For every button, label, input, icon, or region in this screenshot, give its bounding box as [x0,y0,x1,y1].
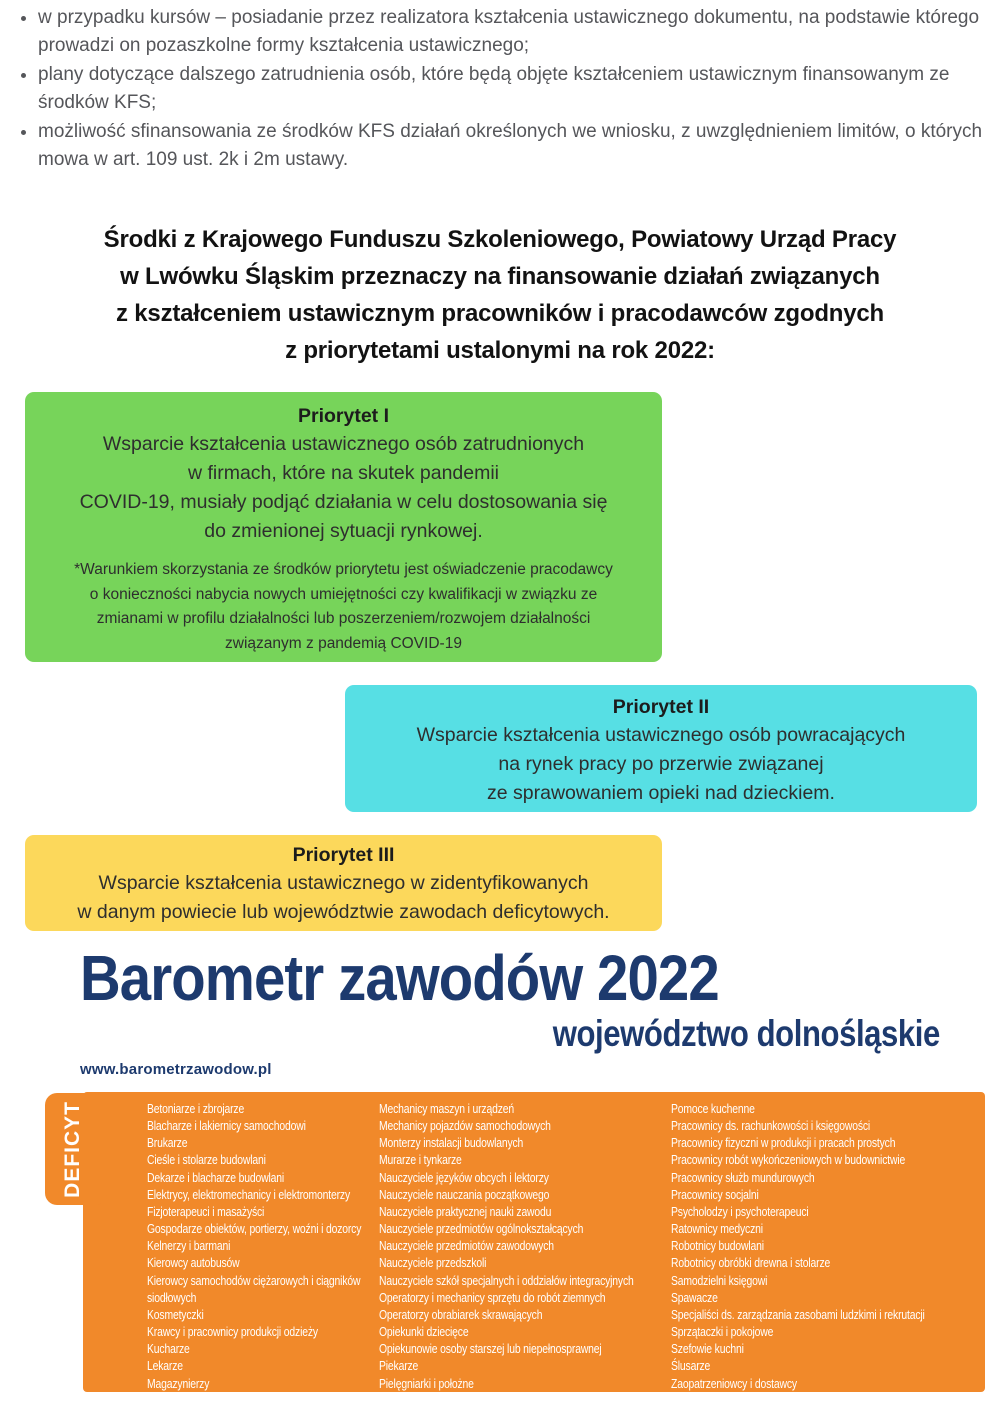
occupation-item: Robotnicy obróbki drewna i stolarze [671,1255,831,1271]
occupation-item: Sprzątaczki i pokojowe [671,1324,774,1340]
deficyt-column-1 [147,1100,379,1391]
priority-1-body [43,430,644,546]
main-heading [0,221,1000,369]
occupation-item: Mechanicy maszyn i urządzeń [379,1101,514,1116]
occupation-item: Krawcy i pracownicy produkcji odzieży [147,1324,318,1340]
occupation-item: Opiekunki dziecięce [379,1324,469,1340]
occupation-item: Blacharze i lakiernicy samochodowi [147,1118,306,1134]
occupation-item: Nauczyciele przedszkoli [379,1255,487,1271]
occupation-item: Fizjoterapeuci i masażyści [147,1203,265,1219]
occupation-item: Samodzielni księgowi [671,1272,768,1288]
occupation-item: Gospodarze obiektów, portierzy, woźni i dozorcy [147,1221,362,1237]
priority-1-footnote-line: *Warunkiem skorzystania ze środków priorytetu jest oświadczenie pracodawcy [74,561,613,578]
occupation-item: Piekarze [379,1358,419,1374]
occupation-item: Opiekunowie osoby starszej lub niepełnosprawnej [379,1341,602,1357]
heading-line: Środki z Krajowego Funduszu Szkoleniowego, Powiatowy Urząd Pracy [103,226,897,253]
occupation-item: Nauczyciele przedmiotów zawodowych [379,1238,554,1254]
occupation-item: Spawacze [671,1289,718,1305]
occupation-item: Kucharze [147,1341,190,1357]
occupation-item: Pracownicy socjalni [671,1186,759,1202]
deficyt-column-2 [379,1100,671,1391]
bullet-item: • plany dotyczące dalszego zatrudnienia osób, które będą objęte kształceniem ustawicznym finansowanym ze środków KFS; [38,61,996,117]
occupation-item: Dekarze i blacharze budowlani [147,1169,284,1185]
occupation-item: Specjaliści ds. zarządzania zasobami ludzkimi i rekrutacji [671,1306,925,1322]
priority-1-body-line: do zmienionej sytuacji rynkowej. [204,520,483,542]
occupation-item: Nauczyciele szkół specjalnych i oddziałów integracyjnych [379,1272,634,1288]
occupation-list-3 [671,1100,925,1392]
occupation-item: Nauczyciele nauczania początkowego [379,1186,550,1202]
occupation-item: Murarze i tynkarze [379,1152,462,1168]
occupation-item: Lekarze [147,1358,183,1374]
heading-line: z priorytetami ustalonymi na rok 2022: [285,337,715,364]
occupation-item: Robotnicy budowlani [671,1238,764,1254]
deficyt-tab [45,1093,107,1205]
occupation-item: Operatorzy obrabiarek skrawających [379,1306,543,1322]
occupation-list-2 [379,1100,634,1392]
barometr-website-link[interactable]: www.barometrzawodow.pl [80,1061,272,1078]
priority-1-title: Priorytet I [297,405,390,427]
occupation-item: Nauczyciele przedmiotów ogólnokształcących [379,1221,584,1237]
occupation-item: Szefowie kuchni [671,1341,744,1357]
occupation-item: Pielęgniarki i położne [379,1375,474,1391]
priority-2-box [345,685,977,812]
priority-2-body-line: Wsparcie kształcenia ustawicznego osób powracających [416,724,906,746]
occupation-item: Elektrycy, elektromechanicy i elektromonterzy [147,1186,350,1202]
occupation-item: Cieśle i stolarze budowlani [147,1152,266,1168]
deficyt-panel [83,1092,985,1392]
priority-3-body-line: Wsparcie kształcenia ustawicznego w zidentyfikowanych [98,872,589,894]
occupation-item: Nauczyciele praktycznej nauki zawodu [379,1203,552,1219]
occupation-item: Operatorzy i mechanicy sprzętu do robót ziemnych [379,1289,606,1305]
priority-3-body [41,869,646,927]
deficyt-column-3 [671,1100,988,1391]
priority-2-body-line: ze sprawowaniem opieki nad dzieckiem. [487,782,835,804]
priority-1-body-line: w firmach, które na skutek pandemii [187,462,500,484]
priority-1-footnote-line: związanym z pandemią COVID-19 [225,634,462,652]
occupation-item: Kelnerzy i barmani [147,1238,231,1254]
priority-2-body [361,721,961,808]
priority-1-body-line: Wsparcie kształcenia ustawicznego osób zatrudnionych [102,433,585,455]
priority-3-box [25,835,662,931]
occupation-item: Pracownicy służb mundurowych [671,1169,815,1185]
occupation-item: Betoniarze i zbrojarze [147,1101,245,1116]
occupation-list-1 [147,1100,362,1392]
occupation-item: Pracownicy fizyczni w produkcji i pracach prostych [671,1135,896,1151]
occupation-item: siodłowych [147,1289,197,1305]
occupation-item: Brukarze [147,1135,188,1151]
occupation-item: Mechanicy pojazdów samochodowych [379,1118,551,1134]
priority-3-title: Priorytet III [292,844,395,866]
occupation-item: Monterzy instalacji budowlanych [379,1135,524,1151]
priority-2-body-line: na rynek pracy po przerwie związanej [498,753,824,775]
occupation-item: Pracownicy ds. rachunkowości i księgowości [671,1118,871,1134]
priority-1-footnote-line: zmianami w profilu działalności lub poszerzeniem/rozwojem działalności [96,610,591,627]
priority-1-footnote [43,558,644,656]
occupation-item: Pomoce kuchenne [671,1101,755,1116]
occupation-item: Kosmetyczki [147,1306,204,1322]
priority-3-body-line: w danym powiecie lub województwie zawodach deficytowych. [77,901,610,923]
occupation-item: Pracownicy robót wykończeniowych w budownictwie [671,1152,906,1168]
priority-1-body-line: COVID-19, musiały podjąć działania w celu dostosowania się [79,491,608,513]
priority-1-footnote-line: o konieczności nabycia nowych umiejętności czy kwalifikacji w związku ze [89,585,598,603]
barometr-subtitle: województwo dolnośląskie [552,1013,940,1054]
occupation-item: Psycholodzy i psychoterapeuci [671,1203,809,1219]
bullet-item: • możliwość sfinansowania ze środków KFS działań określonych we wniosku, z uwzględnieniem limitów, o których mowa w art. 109 ust. 2k i 2m ustawy. [38,118,996,174]
priority-1-box [25,392,662,662]
occupation-item: Nauczyciele języków obcych i lektorzy [379,1169,549,1185]
occupation-item: Kierowcy samochodów ciężarowych i ciągników [147,1272,361,1288]
deficyt-label: DEFICYT [61,1100,84,1198]
occupation-item: Magazynierzy [147,1375,210,1391]
occupation-item: Kierowcy autobusów [147,1255,240,1271]
priority-2-title: Priorytet II [612,696,710,718]
occupation-item: Zaopatrzeniowcy i dostawcy [671,1375,797,1391]
heading-line: w Lwówku Śląskim przeznaczy na finansowanie działań związanych [120,263,880,290]
intro-bullet-list [16,4,996,175]
heading-line: z kształceniem ustawicznym pracowników i pracodawców zgodnych [116,300,884,327]
barometr-title: Barometr zawodów 2022 [80,942,719,1014]
occupation-item: Ślusarze [671,1358,711,1374]
occupation-item: Ratownicy medyczni [671,1221,763,1237]
bullet-item: • w przypadku kursów – posiadanie przez realizatora kształcenia ustawicznego dokumentu, na podstawie którego prowadzi on pozaszkolne formy kształcenia ustawicznego; [38,4,996,60]
